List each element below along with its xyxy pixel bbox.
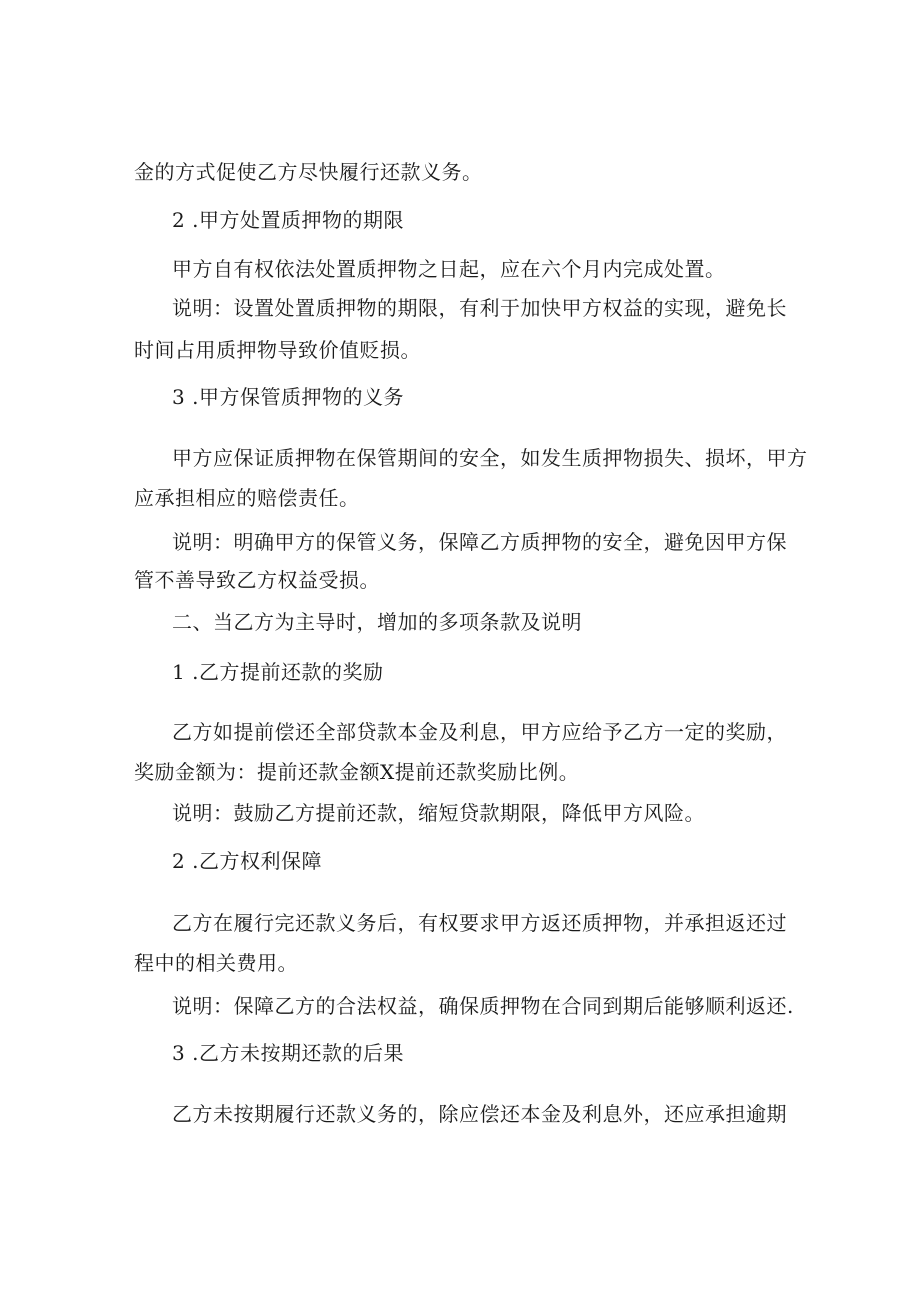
section-heading: 3 .乙方未按期还款的后果 [172, 1041, 404, 1065]
paragraph-line: 乙方如提前偿还全部贷款本金及利息，甲方应给予乙方一定的奖励， [172, 720, 787, 744]
paragraph-line: 甲方自有权依法处置质押物之日起，应在六个月内完成处置。 [172, 257, 726, 281]
paragraph-line: 乙方在履行完还款义务后，有权要求甲方返还质押物，并承担返还过 [172, 911, 787, 935]
section-heading: 2 .甲方处置质押物的期限 [172, 208, 404, 232]
paragraph-line: 乙方未按期履行还款义务的，除应偿还本金及利息外，还应承担逾期 [172, 1102, 787, 1126]
paragraph-line: 奖励金额为：提前还款金额X提前还款奖励比例。 [134, 760, 580, 784]
note-line: 说明：鼓励乙方提前还款，缩短贷款期限，降低甲方风险。 [172, 801, 705, 825]
note-line: 说明：保障乙方的合法权益，确保质押物在合同到期后能够顺利返还. [172, 994, 794, 1018]
chapter-heading: 二、当乙方为主导时，增加的多项条款及说明 [172, 610, 582, 634]
note-line: 时间占用质押物导致价值贬损。 [134, 338, 421, 362]
section-heading: 3 .甲方保管质押物的义务 [172, 385, 404, 409]
section-heading: 2 .乙方权利保障 [172, 849, 322, 873]
paragraph-line: 甲方应保证质押物在保管期间的安全，如发生质押物损失、损坏，甲方 [172, 446, 808, 470]
note-line: 管不善导致乙方权益受损。 [134, 568, 380, 592]
paragraph-line: 程中的相关费用。 [134, 951, 298, 975]
note-line: 说明：设置处置质押物的期限，有利于加快甲方权益的实现，避免长 [172, 296, 787, 320]
note-line: 说明：明确甲方的保管义务，保障乙方质押物的安全，避免因甲方保 [172, 530, 787, 554]
paragraph-line: 应承担相应的赔偿责任。 [134, 486, 360, 510]
paragraph-line: 金的方式促使乙方尽快履行还款义务。 [134, 160, 483, 184]
section-heading: 1 .乙方提前还款的奖励 [172, 660, 384, 684]
